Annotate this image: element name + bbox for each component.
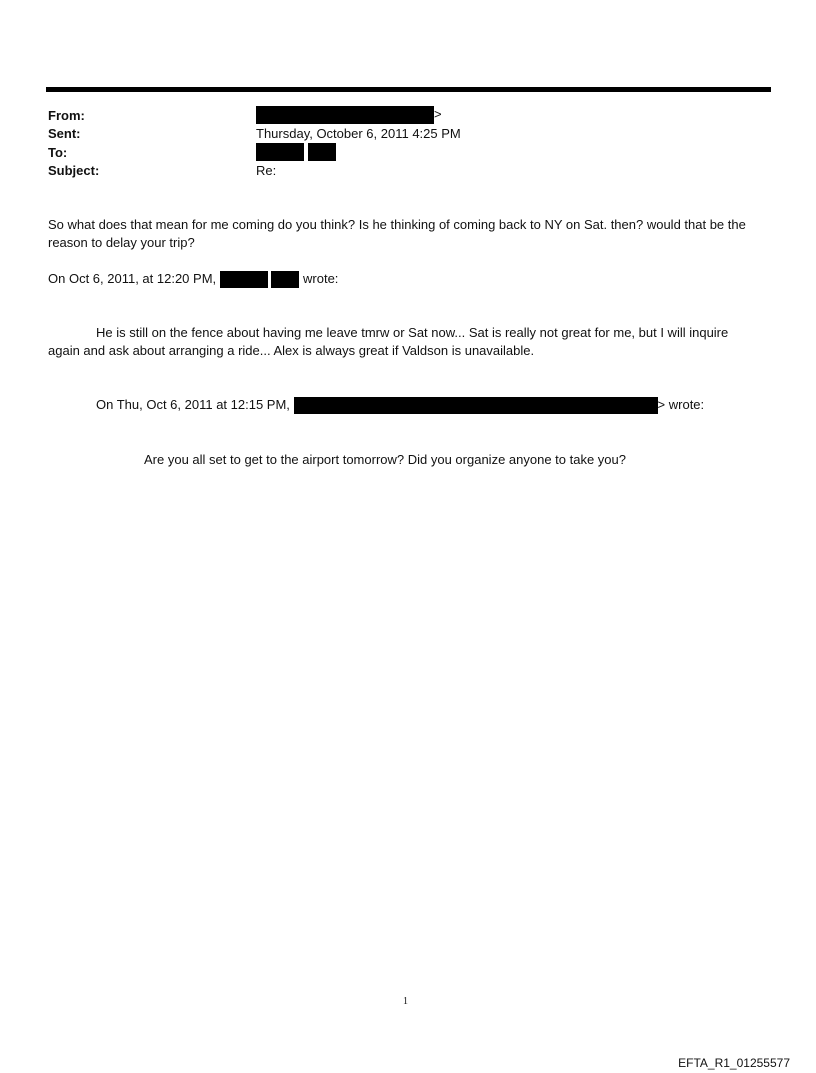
redaction-box <box>294 397 658 414</box>
quote-header-1-prefix: On Oct 6, 2011, at 12:20 PM, <box>48 271 217 286</box>
from-suffix: > <box>434 106 442 122</box>
subject-value: Re: <box>256 163 277 178</box>
quote-header-1-suffix: wrote: <box>303 271 339 286</box>
quote-header-1 <box>48 270 338 288</box>
subject-label: Subject: <box>48 163 100 178</box>
page-number: 1 <box>403 996 408 1007</box>
header-rule <box>46 87 771 92</box>
sent-value: Thursday, October 6, 2011 4:25 PM <box>256 126 461 141</box>
redaction-box <box>256 106 434 124</box>
redaction-box <box>271 271 299 288</box>
quote-header-2 <box>96 396 704 414</box>
redaction-box <box>220 271 268 288</box>
redaction-box <box>308 143 336 161</box>
message-body-2: He is still on the fence about having me leave tmrw or Sat now... Sat is really not great for me, but I will inquire again and ask about arranging a ride... Alex is always great if Valdson is unavailable. <box>48 325 729 358</box>
sent-label: Sent: <box>48 126 81 141</box>
message-body-1: So what does that mean for me coming do you think? Is he thinking of coming back to NY on Sat. then? would that be the reason to delay your trip? <box>48 217 746 250</box>
to-label: To: <box>48 145 68 160</box>
quote-header-2-suffix: > wrote: <box>657 397 705 412</box>
to-value <box>256 143 336 161</box>
redaction-box <box>256 143 304 161</box>
from-value <box>256 106 442 124</box>
message-body-3: Are you all set to get to the airport tomorrow? Did you organize anyone to take you? <box>144 452 626 467</box>
bates-number: EFTA_R1_01255577 <box>678 1056 790 1070</box>
quote-header-2-prefix: On Thu, Oct 6, 2011 at 12:15 PM, <box>96 397 290 412</box>
from-label: From: <box>48 108 85 123</box>
